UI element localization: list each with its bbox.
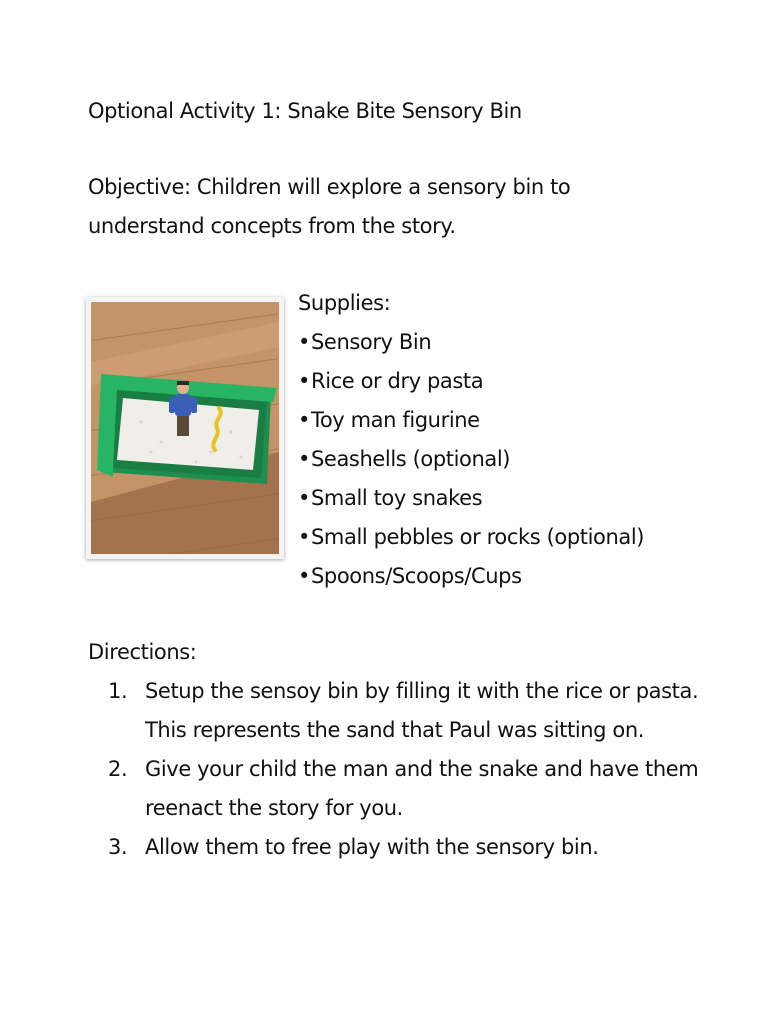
step-text: Give your child the man and the snake and have them reenact the story for you.	[145, 757, 699, 820]
step-number: 3.	[108, 835, 128, 859]
supply-item: • Sensory Bin	[298, 323, 644, 362]
direction-step	[108, 750, 708, 828]
supply-item: • Spoons/Scoops/Cups	[298, 557, 644, 596]
step-number: 1.	[108, 679, 128, 703]
supply-item: • Small pebbles or rocks (optional)	[298, 518, 644, 557]
supplies-heading: Supplies:	[298, 291, 391, 315]
step-text: Allow them to free play with the sensory bin.	[145, 835, 599, 859]
supply-item: • Rice or dry pasta	[298, 362, 644, 401]
activity-title: Optional Activity 1: Snake Bite Sensory Bin	[88, 99, 522, 123]
directions-heading: Directions:	[88, 640, 197, 664]
directions-list	[108, 672, 708, 867]
supplies-section	[298, 284, 644, 596]
supply-item: • Small toy snakes	[298, 479, 644, 518]
direction-step	[108, 828, 708, 867]
sensory-bin-photo	[86, 297, 284, 559]
sensory-bin-illustration	[91, 302, 279, 554]
step-number: 2.	[108, 757, 128, 781]
supplies-list	[298, 323, 644, 596]
supply-item: • Toy man figurine	[298, 401, 644, 440]
direction-step	[108, 672, 708, 750]
supply-item: • Seashells (optional)	[298, 440, 644, 479]
step-text: Setup the sensoy bin by filling it with the rice or pasta. This represents the sand that Paul was sitting on.	[145, 679, 699, 742]
objective-text: Objective: Children will explore a sensory bin to understand concepts from the story.	[88, 175, 571, 238]
